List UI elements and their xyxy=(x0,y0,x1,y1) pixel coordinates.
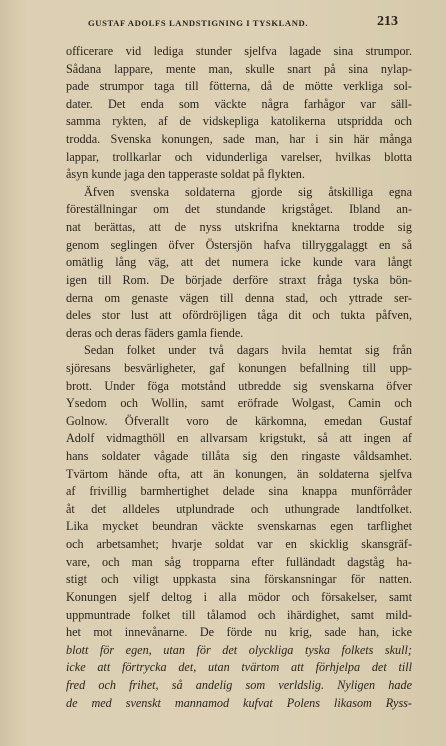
text-line: fred och frihet, så andelig som verldslig. Nyligen hade xyxy=(66,677,412,692)
text-line: deles stor lust att ofördröjligen tåga dit och tukta påfven, xyxy=(66,308,412,323)
text-line: igen till Rom. De började derföre straxt fråga tyska bön- xyxy=(66,272,412,287)
text-line: de med svenskt mannamod kufvat Polens likasom Ryss- xyxy=(66,695,412,710)
text-line: officerare vid lediga stunder sjelfva lagade sina strumpor. xyxy=(66,44,412,58)
text-line: derna om genaste vägen till denna stad, och yttrade ser- xyxy=(66,290,412,305)
text-line: Sedan folket under två dagars hvila hemtat sig från xyxy=(84,343,412,358)
text-line: samma rykten, af de vidskepliga katolikerna utspridda och xyxy=(66,114,412,129)
text-line: nat berättas, att de nyss utskrifna knektarna trodde sig xyxy=(66,220,412,235)
text-line: sjöresans besvärligheter, gaf konungen befallning till upp- xyxy=(66,360,412,375)
text-line: uppmuntrade folket till tålamod och ihärdighet, samt mild- xyxy=(66,607,412,622)
body-text xyxy=(66,43,412,712)
text-line: dater. Det enda som väckte några farhågor var säll- xyxy=(66,96,412,111)
text-line: af frivillig barmhertighet delade sina knappa munförråder xyxy=(66,484,412,499)
text-line: Äfven svenska soldaterna gjorde sig åtskilliga egna xyxy=(84,184,412,199)
page-header xyxy=(68,14,398,34)
text-line: åsyn kunde jaga den tapperaste soldat på flykten. xyxy=(66,167,305,182)
text-line: icke att förtrycka det, utan tvärtom att förhjelpa det till xyxy=(66,660,412,675)
text-line: deras och deras fäders gamla fiende. xyxy=(66,325,244,340)
text-line: stigt och viligt uppkasta sina förskansningar för natten. xyxy=(66,572,412,587)
text-line: blott för egen, utan för det olyckliga tyska folkets skull; xyxy=(66,642,412,657)
text-line: brott. Under föga motstånd utbredde sig svenskarna öfver xyxy=(66,378,412,393)
text-line: omätlig lång väg, att det numera icke kunde vara långt xyxy=(66,255,412,270)
text-line: föreställningar om det stundande krigståget. Ibland an- xyxy=(66,202,412,217)
text-line: trodda. Svenska konungen, sade man, har i sin här många xyxy=(66,132,412,147)
text-line: pade strumpor taga till fötterna, då de mötte verkliga sol- xyxy=(66,79,412,94)
text-line: Ysedom och Wollin, samt eröfrade Wolgast, Camin och xyxy=(66,396,412,411)
text-line: genom seglingen öfver Östersjön hafva tillryggalaggt en så xyxy=(66,237,412,252)
text-line: Lika mycket beundran väckte svenskarnas egen tarflighet xyxy=(66,519,412,534)
text-line: och arbetsamhet; hvarje soldat var en skicklig skansgräf- xyxy=(66,537,412,552)
text-line: Adolf vidmagthöll en allvarsam krigstukt, så att ingen af xyxy=(66,431,412,446)
text-line: het mot innevånarne. De förde nu krig, sade han, icke xyxy=(66,625,412,640)
text-line: lappar, trollkarlar och vidunderliga varelser, hvilkas blotta xyxy=(66,149,412,164)
running-head: GUSTAF ADOLFS LANDSTIGNING I TYSKLAND. xyxy=(88,18,309,28)
page-number: 213 xyxy=(377,14,398,29)
text-line: åt det alldeles utplundrade och uthungrade landtfolket. xyxy=(66,501,412,516)
text-line: Golnow. Öfverallt voro de kärkomna, emedan Gustaf xyxy=(66,413,412,428)
text-line: Tvärtom hände ofta, att än konungen, än soldaterna sjelfva xyxy=(66,466,412,481)
text-line: Konungen sjelf deltog i alla mödor och försakelser, samt xyxy=(66,589,412,604)
text-line: Sådana lappare, mente man, skulle snart på sina nylap- xyxy=(66,61,412,76)
text-line: hans soldater vågade tillåta sig den ringaste våldsamhet. xyxy=(66,449,412,464)
text-line: vare, och man såg tropparna efter fulländadt dagståg ha- xyxy=(66,554,412,569)
